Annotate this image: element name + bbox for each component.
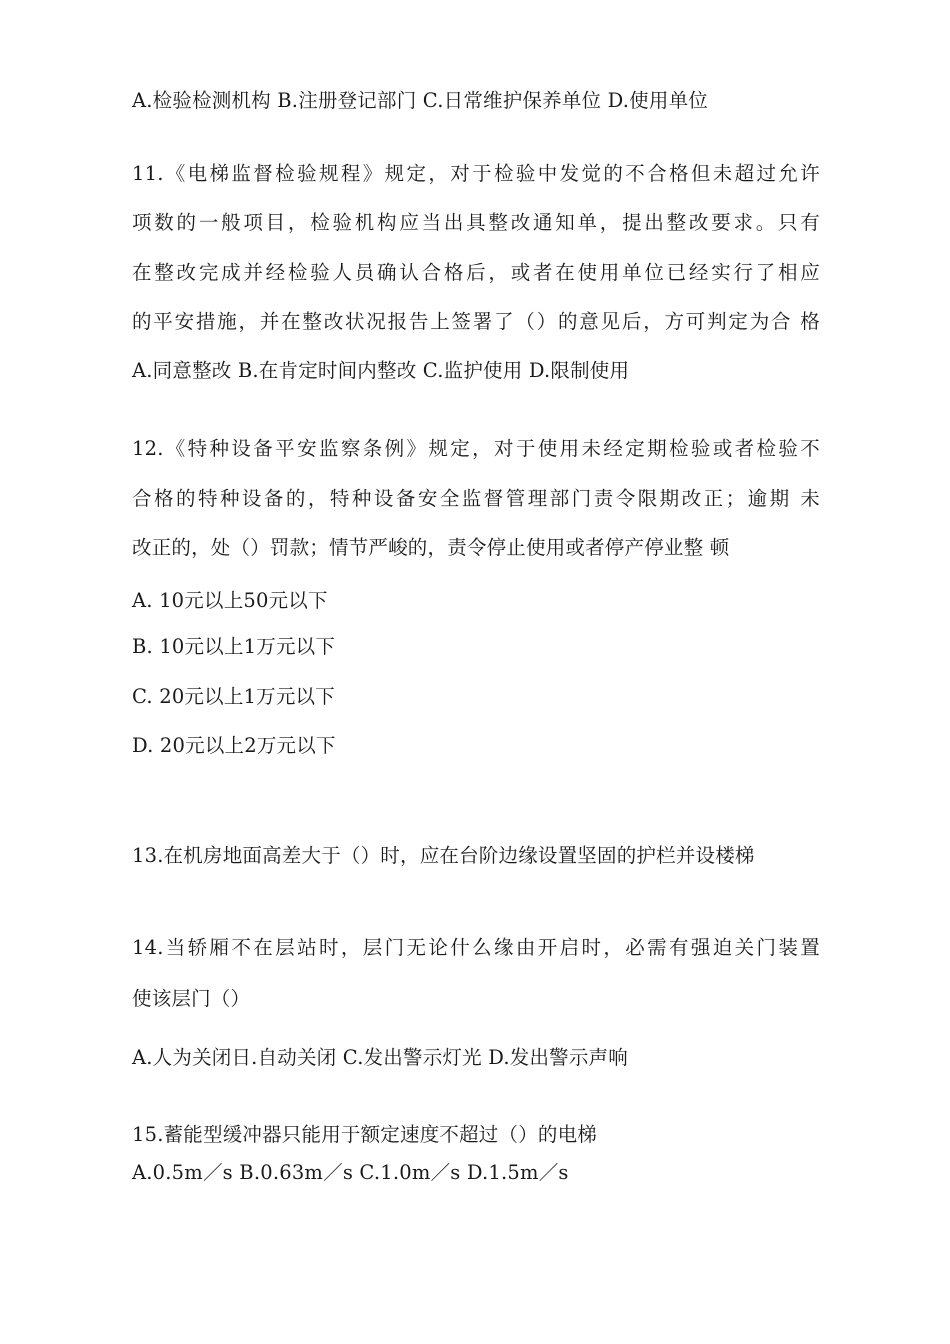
q12-option-c: C. 20元以上1万元以下 <box>132 685 335 708</box>
q14-line-2: 使该层门（） <box>132 987 251 1010</box>
q12-option-a: A. 10元以上50元以下 <box>132 589 328 612</box>
q12-option-d: D. 20元以上2万元以下 <box>132 734 336 757</box>
q14-line-1: 14.当轿厢不在层站时，层门无论什么缘由开启时，必需有强迫关门装置 <box>132 936 820 959</box>
q12-line-1: 12.《特种设备平安监察条例》规定，对于使用未经定期检验或者检验不 <box>132 437 820 460</box>
q11-line-4: 的平安措施，并在整改状况报告上签署了（）的意见后，方可判定为合 格 <box>132 310 820 333</box>
q15-options: A.0.5m／s B.0.63m／s C.1.0m／s D.1.5m／s <box>132 1161 569 1184</box>
q11-options: A.同意整改 B.在肯定时间内整改 C.监护使用 D.限制使用 <box>132 359 630 382</box>
q12-line-2: 合格的特种设备的，特种设备安全监督管理部门责令限期改正；逾期 未 <box>132 487 820 510</box>
q11-line-1: 11.《电梯监督检验规程》规定，对于检验中发觉的不合格但未超过允许 <box>132 162 820 185</box>
q14-options: A.人为关闭日.自动关闭 C.发出警示灯光 D.发出警示声响 <box>132 1046 628 1069</box>
q11-line-3: 在整改完成并经检验人员确认合格后，或者在使用单位已经实行了相应 <box>132 261 820 284</box>
q10-options: A.检验检测机构 B.注册登记部门 C.日常维护保养单位 D.使用单位 <box>132 89 708 112</box>
q12-option-b: B. 10元以上1万元以下 <box>132 635 336 658</box>
q11-line-2: 项数的一般项目，检验机构应当出具整改通知单，提出整改要求。只有 <box>132 211 820 234</box>
q15-text: 15.蓄能型缓冲器只能用于额定速度不超过（）的电梯 <box>132 1123 598 1146</box>
q12-line-3: 改正的，处（）罚款；情节严峻的，责令停止使用或者停产停业整 顿 <box>132 536 730 559</box>
q13-text: 13.在机房地面高差大于（）时，应在台阶边缘设置坚固的护栏并设楼梯 <box>132 844 755 867</box>
